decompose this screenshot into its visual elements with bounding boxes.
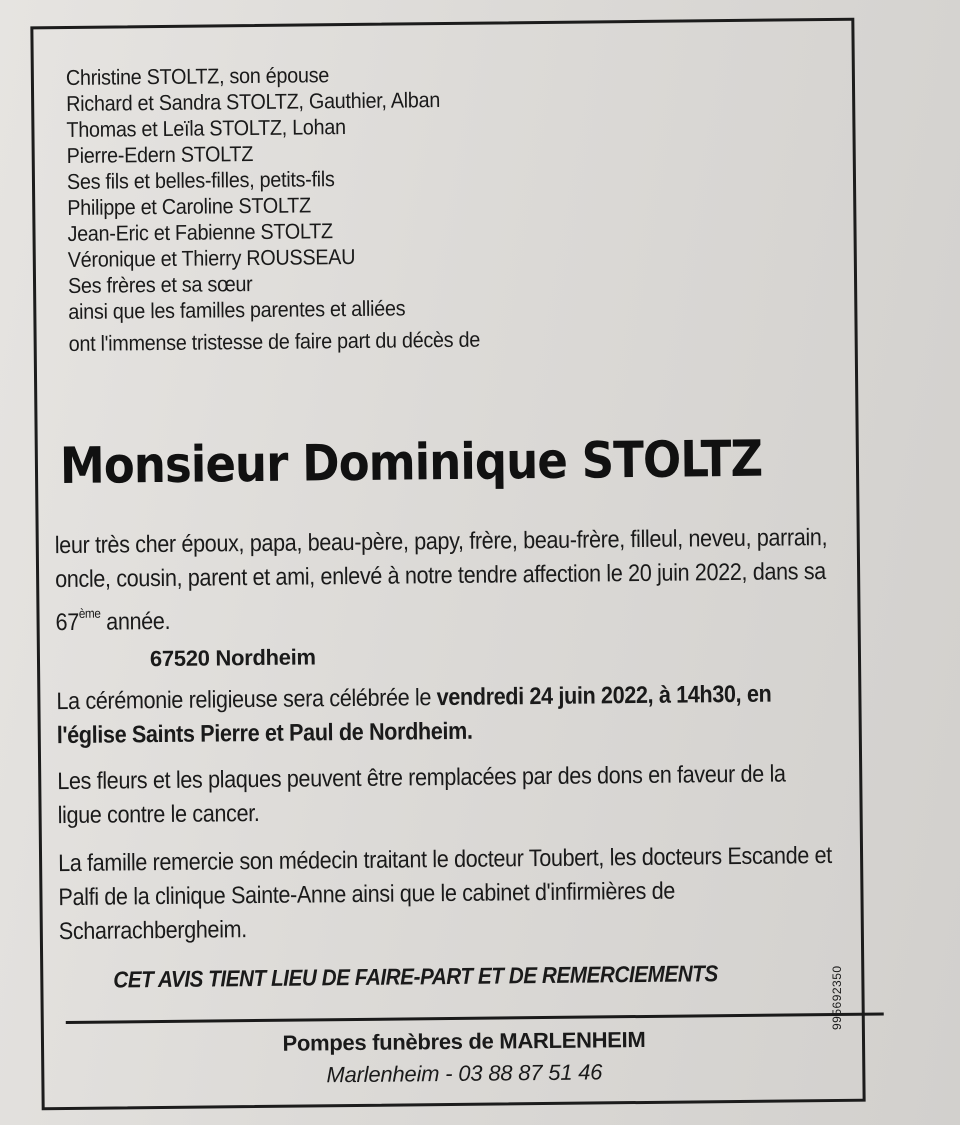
deceased-name: Monsieur Dominique STOLTZ xyxy=(59,429,763,496)
family-line: Ses fils et belles-filles, petits-fils xyxy=(66,167,335,194)
city-line: 67520 Nordheim xyxy=(149,644,316,672)
family-line: Véronique et Thierry ROUSSEAU xyxy=(67,244,356,272)
ordinal-suffix: ème xyxy=(78,605,101,621)
ceremony-intro: La cérémonie religieuse sera célébrée le xyxy=(56,684,437,716)
obituary-notice xyxy=(30,18,865,1111)
funeral-home-contact: Marlenheim - 03 88 87 51 46 xyxy=(326,1059,603,1088)
ceremony-details: vendredi 24 juin 2022, à 14h30, en l'église Saints Pierre et Paul de Nordheim. xyxy=(56,680,772,750)
divider xyxy=(66,1012,884,1024)
thanks-paragraph: La famille remercie son médecin traitant le docteur Toubert, les docteurs Escande et Palfi de la clinique Sainte-Anne ainsi que le cabinet d'infirmières de Scharrachbergheim. xyxy=(57,841,833,946)
notice-line: CET AVIS TIENT LIEU DE FAIRE-PART ET DE REMERCIEMENTS xyxy=(113,960,718,993)
family-line: Pierre-Edern STOLTZ xyxy=(66,142,254,168)
ceremony-paragraph xyxy=(56,677,831,753)
description-text: leur très cher époux, papa, beau-père, papy, frère, beau-frère, filleul, neveu, parrain, oncle, cousin, parent et ami, enlevé à notre tendre affection le 20 juin 2022, dans sa 67 xyxy=(54,524,828,637)
family-line: Richard et Sandra STOLTZ, Gauthier, Alban xyxy=(66,88,441,116)
family-line: Jean-Eric et Fabienne STOLTZ xyxy=(67,219,333,246)
reference-number: 995692350 xyxy=(830,965,844,1030)
description-end: année. xyxy=(100,607,171,636)
funeral-home-name: Pompes funèbres de MARLENHEIM xyxy=(282,1026,646,1056)
announcement-line: ont l'immense tristesse de faire part du décès de xyxy=(68,327,481,356)
family-line: Thomas et Leïla STOLTZ, Lohan xyxy=(66,115,346,142)
family-line: ainsi que les familles parentes et alliées xyxy=(68,296,406,324)
family-line: Ses frères et sa sœur xyxy=(67,272,253,298)
family-line: Christine STOLTZ, son épouse xyxy=(65,63,330,90)
family-line: Philippe et Caroline STOLTZ xyxy=(67,193,311,220)
deceased-description xyxy=(55,521,830,640)
flowers-paragraph: Les fleurs et les plaques peuvent être remplacées par des dons en faveur de la ligue contre le cancer. xyxy=(57,760,786,830)
family-list xyxy=(66,61,480,357)
